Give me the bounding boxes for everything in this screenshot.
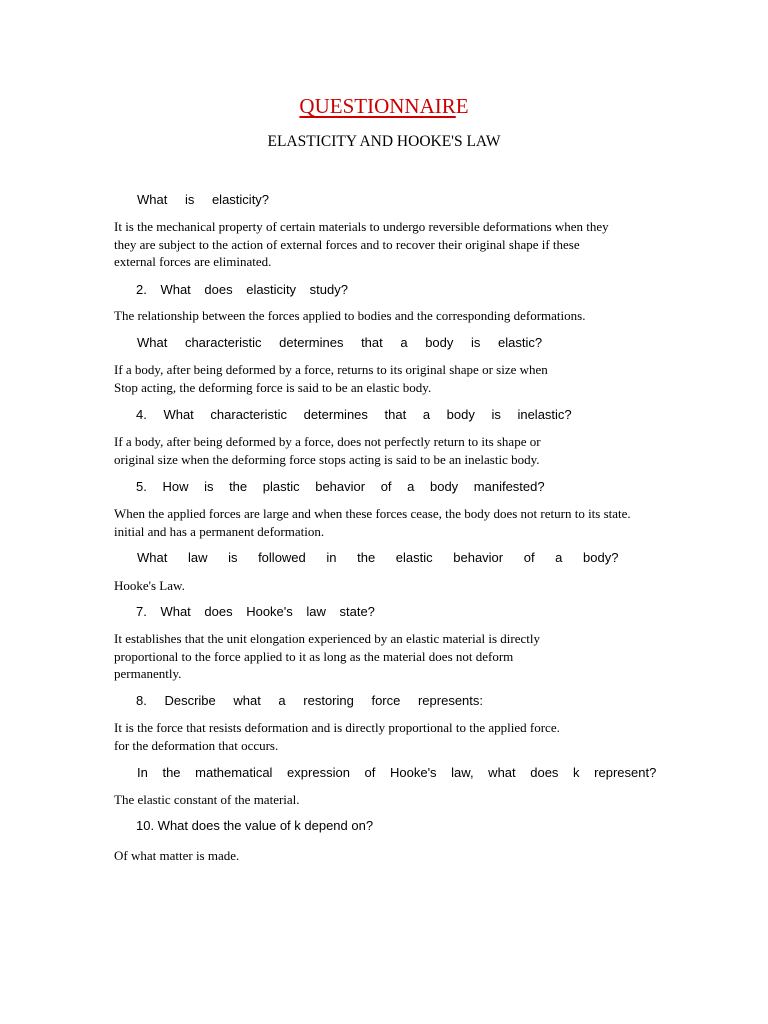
title-underlined-text: QUESTIONNAIR	[299, 94, 456, 118]
answer-7	[114, 630, 540, 683]
answer-10	[114, 847, 239, 865]
answer-3	[114, 361, 548, 396]
answer-line: proportional to the force applied to it as long as the material does not deform	[114, 648, 514, 664]
answer-line: permanently.	[114, 666, 182, 681]
answer-6	[114, 577, 185, 595]
answer-line: The relationship between the forces applied to bodies and the corresponding deformations.	[114, 308, 586, 323]
answer-line: When the applied forces are large and when these forces cease, the body does not return to its state.	[114, 506, 631, 521]
answer-line: Hooke's Law.	[114, 578, 185, 593]
question-5: 5. How is the plastic behavior of a body manifested?	[136, 479, 545, 494]
title-trailing-text: E	[455, 94, 469, 118]
answer-line: If a body, after being deformed by a force, does not perfectly return to its shape or	[114, 434, 541, 449]
question-2: 2. What does elasticity study?	[136, 282, 348, 297]
answer-line: initial and has a permanent deformation.	[114, 523, 325, 539]
answer-line: If a body, after being deformed by a force, returns to its original shape or size when	[114, 362, 548, 377]
question-7: 7. What does Hooke's law state?	[136, 604, 375, 619]
answer-line: external forces are eliminated.	[114, 254, 272, 269]
answer-line: It establishes that the unit elongation experienced by an elastic material is directly	[114, 631, 540, 646]
answer-line: The elastic constant of the material.	[114, 792, 300, 807]
question-8: 8. Describe what a restoring force represents:	[136, 693, 484, 708]
answer-4	[114, 433, 541, 468]
answer-line: they are subject to the action of external forces and to recover their original shape if these	[114, 236, 580, 252]
answer-line: It is the force that resists deformation and is directly proportional to the applied force.	[114, 720, 560, 735]
answer-5	[114, 505, 631, 540]
answer-line: for the deformation that occurs.	[114, 737, 279, 753]
question-1: What is elasticity?	[137, 192, 270, 207]
question-6: What law is followed in the elastic behavior of a body?	[137, 550, 619, 565]
answer-line: Of what matter is made.	[114, 848, 240, 863]
answer-line: Stop acting, the deforming force is said to be an elastic body.	[114, 379, 432, 395]
answer-9	[114, 791, 300, 809]
page-subtitle: ELASTICITY AND HOOKE'S LAW	[267, 133, 501, 150]
answer-2	[114, 307, 585, 325]
question-4: 4. What characteristic determines that a body is inelastic?	[136, 407, 572, 422]
page-title	[0, 93, 768, 119]
answer-1	[114, 218, 609, 271]
answer-line: It is the mechanical property of certain materials to undergo reversible deformations when they	[114, 219, 609, 234]
question-3: What characteristic determines that a body is elastic?	[137, 335, 543, 350]
answer-line: original size when the deforming force stops acting is said to be an inelastic body.	[114, 451, 540, 467]
question-9: In the mathematical expression of Hooke's law, what does k represent?	[137, 765, 657, 780]
question-10: 10. What does the value of k depend on?	[136, 818, 374, 833]
answer-8	[114, 719, 560, 754]
